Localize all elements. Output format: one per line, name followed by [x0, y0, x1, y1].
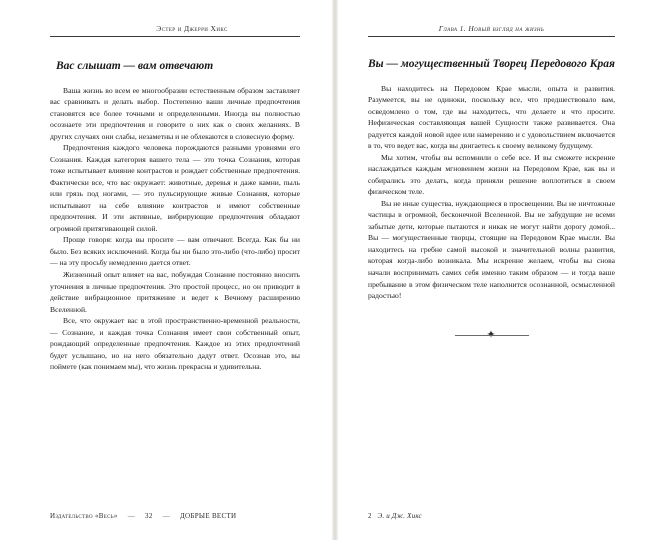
paragraph: Вы не иные существа, нуждающиеся в просвещении. Вы не ничтожные частицы в огромной, бесконечной Вселенной. Вы не забудущие не всеми забытые дети, которые пытаются и никак не могут найти дорогу домой... Вы — могущественные творцы, стоящие на Передовом Крае мысли. Вы находитесь на гребне самой высокой и значительной волны развития, которая когда-либо возникала. Мы искренне желаем, чтобы вы снова начали воспринимать самих себя именно таким образом — и тогда ваше пребывание в этом физическом теле наполнится осознанной, осмысленной радостью!: [368, 198, 615, 301]
paragraph: Мы хотим, чтобы вы вспомнили о себе все. И вы сможете искренне наслаждаться каждым мгновением жизни на Передовом Крае, как вы и собирались это делать, когда приняли решение воплотиться в своем физическом теле.: [368, 152, 615, 197]
paragraph: Предпочтения каждого человека порождаются разными уровнями его Сознания. Каждая категория вашего тела — это точка Сознания, которая тоже испытывает влияние контрастов и рождает собственные предпочтения. Фактически все, что вас окружает: животные, деревья и даже камни, пыль или грязь под ногами, — это пульсирующие живые Сознания, которые испытывают на себе влияние контрастов и имеют собственные предпочтения. И эти активные, вибрирующие предпочтения обладают огромной притягивающей силой.: [50, 143, 300, 233]
right-page-body: [368, 83, 615, 302]
ornament-glyph: ✦: [486, 328, 497, 341]
ornament-divider-icon: [455, 328, 529, 342]
ornament-rule: [455, 335, 529, 336]
right-page-title: Вы — могущественный Творец Передового Края: [368, 58, 615, 70]
right-page-number: 2: [368, 512, 372, 520]
paragraph: Вы находитесь на Передовом Крае мысли, опыта и развития. Разумеется, вы не одиноки, поскольку все, что предшествовало вам, осведомлено о том, где вы находитесь, что делаете и что просите. Нефизическая составляющая вашей Сущности также развивается. Она радуется каждой новой идее или намерению и с удовольствием включается в то, что ведет вас, когда вы двигаетесь к своему великому будущему.: [368, 83, 615, 151]
footer-author: Э. и Дж. Хикс: [377, 512, 422, 520]
footer-dash: —: [162, 512, 170, 520]
right-header-rule: [368, 36, 615, 37]
right-running-head: Глава 1. Новый взгляд на жизнь: [438, 24, 545, 33]
footer-book-title: ДОБРЫЕ ВЕСТИ: [179, 512, 237, 520]
left-page-number: 32: [145, 512, 153, 520]
paragraph: Ваша жизнь во всем ее многообразии естественным образом заставляет вас сравнивать и делать выбор. Постепенно ваши личные предпочтения становятся все более точными и определенными. Иногда вы полностью осознаете эти предпочтения и говорите о них как о своих желаниях. В других случаях они слабы, незаметны и не облекаются в словесную форму.: [50, 85, 300, 141]
left-page-title: Вас слышат — вам отвечают: [56, 60, 214, 72]
paragraph: Жизненный опыт влияет на вас, побуждая Сознание постоянно вносить уточнения в личные предпочтения. Это простой процесс, но он приводит в действие вибрационное притяжение и ведет к Вечному расширению Вселенной.: [50, 270, 300, 314]
footer-dash: —: [127, 512, 136, 520]
paragraph: Все, что окружает вас в этой пространственно-временной реальности, — Сознание, и каждая точка Сознания имеет свои собственный опыт, рождающий определенные предпочтения. Каждое из этих предпочтений будет услышано, но на него обязательно дадут ответ. Осознав это, вы поймете (как понимаем мы), что жизнь прекрасна и удивительна.: [50, 316, 300, 372]
left-page-body: [50, 85, 300, 373]
paragraph: Проще говоря: когда вы просите — вам отвечают. Всегда. Как бы ни было. Без всяких исключений. Когда бы ни было это-либо (что-либо) просит — на эту просьбу немедленно дается ответ.: [50, 235, 300, 268]
left-page-footer: [50, 512, 300, 520]
left-running-head: Эстер и Джерри Хикс: [156, 24, 228, 33]
right-page: [334, 0, 667, 540]
right-page-footer: [368, 512, 422, 520]
left-header-rule: [50, 36, 300, 37]
publisher-name: Издательство «Весь»: [50, 512, 118, 520]
